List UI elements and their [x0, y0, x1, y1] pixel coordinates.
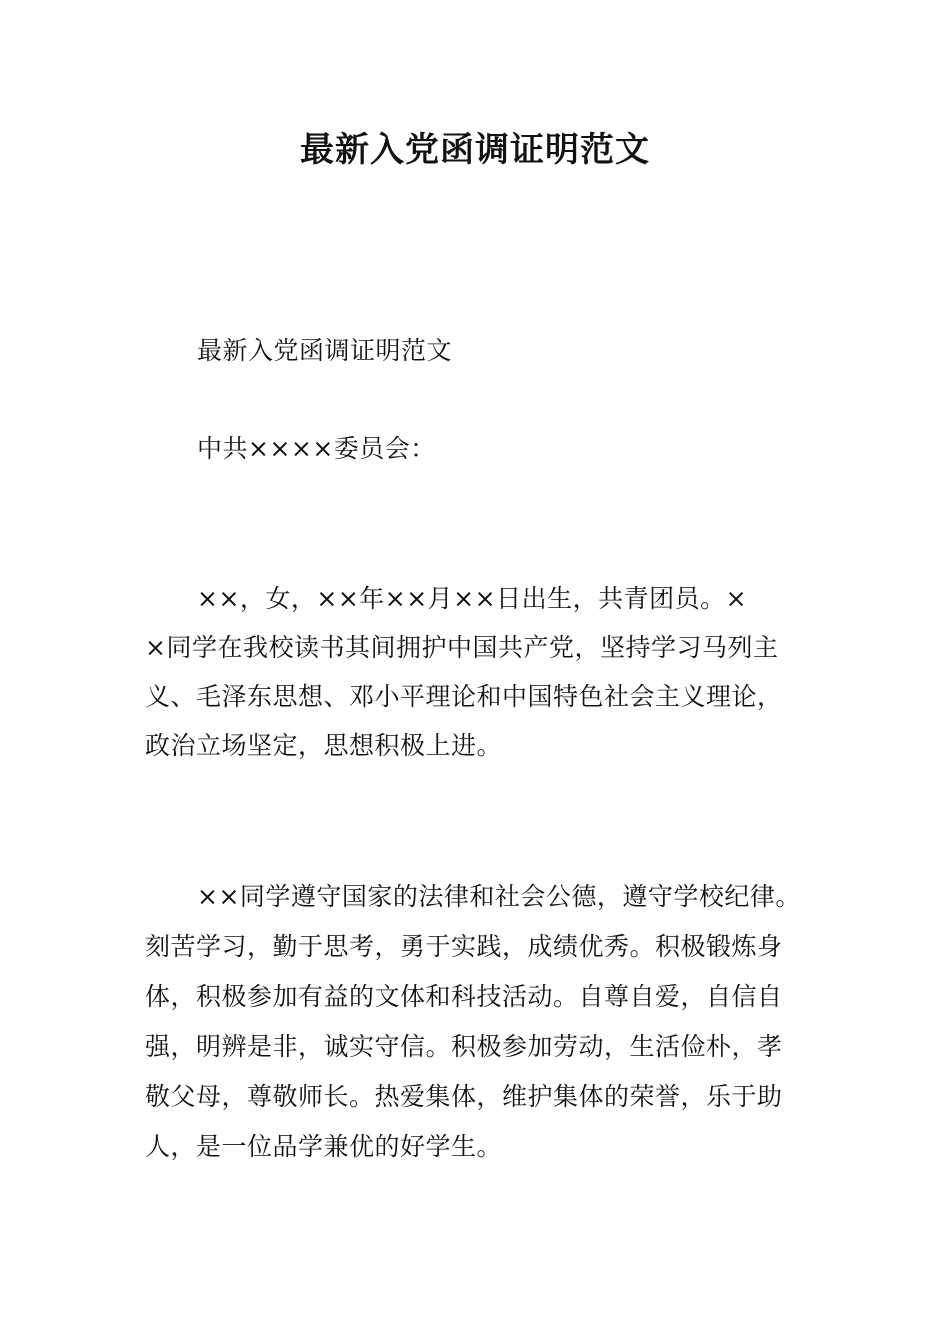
document-subtitle: 最新入党函调证明范文	[197, 336, 453, 365]
paragraph-line: 刻苦学习，勤于思考，勇于实践，成绩优秀。积极锻炼身	[145, 932, 783, 961]
document-title: 最新入党函调证明范文	[300, 130, 650, 170]
paragraph-line: ××同学遵守国家的法律和社会公德，遵守学校纪律。	[197, 882, 801, 911]
paragraph-line: 体，积极参加有益的文体和科技活动。自尊自爱，自信自	[145, 982, 783, 1011]
salutation: 中共××××委员会：	[197, 434, 436, 463]
paragraph-line: ××，女，××年××月××日出生，共青团员。×	[197, 584, 748, 613]
paragraph-line: 人，是一位品学兼优的好学生。	[145, 1132, 503, 1161]
paragraph-line: 政治立场坚定，思想积极上进。	[145, 731, 503, 760]
paragraph-line: 强，明辨是非，诚实守信。积极参加劳动，生活俭朴，孝	[145, 1032, 783, 1061]
paragraph-line: ×同学在我校读书其间拥护中国共产党，坚持学习马列主	[145, 633, 779, 662]
paragraph-line: 敬父母，尊敬师长。热爱集体，维护集体的荣誉，乐于助	[145, 1082, 783, 1111]
paragraph-line: 义、毛泽东思想、邓小平理论和中国特色社会主义理论，	[145, 682, 783, 711]
